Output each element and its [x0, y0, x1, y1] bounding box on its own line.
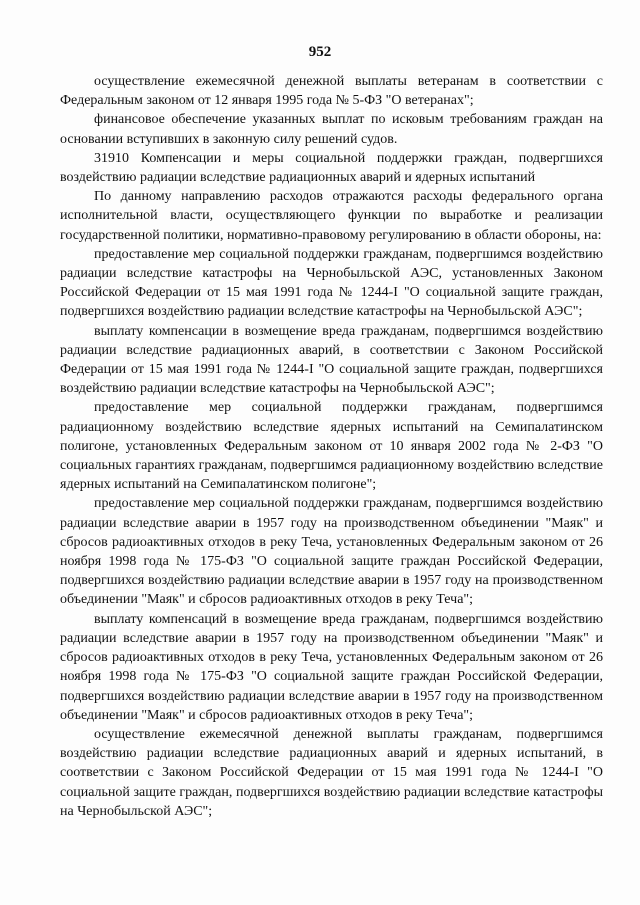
paragraph-radiation-monthly-payment: осуществление ежемесячной денежной выплаты гражданам, подвергшимся воздействию радиации вследствие радиационных аварий и ядерных испытаний, в соответствии с Законом Российской Федерации от 15 мая 1991 года № 1244-I "О социальной защите граждан, подвергшихся воздействию радиации вследствие катастрофы на Чернобыльской АЭС"; — [60, 726, 603, 819]
paragraph-court-decisions-financing: финансовое обеспечение указанных выплат по исковым требованиям граждан на основании вступивших в законную силу решений судов. — [60, 112, 603, 147]
paragraph-radiation-accident-compensation: выплату компенсации в возмещение вреда гражданам, подвергшимся воздействию радиации вследствие радиационных аварий, в соответствии с Законом Российской Федерации от 15 мая 1991 года № 1244-I "О социальной защите граждан, подвергшихся воздействию радиации вследствие катастрофы на Чернобыльской АЭС"; — [60, 323, 603, 397]
paragraph-mayak-support-measures: предоставление мер социальной поддержки гражданам, подвергшимся воздействию радиации вследствие аварии в 1957 году на производственном объединении "Маяк" и сбросов радиоактивных отходов в реку Теча, установленных Федеральным законом от 26 ноября 1998 года № 175-ФЗ "О социальной защите граждан Российской Федерации, подвергшихся воздействию радиации вследствие аварии в 1957 году на производственном объединении "Маяк" и сбросов радиоактивных отходов в реку Теча"; — [60, 496, 603, 608]
document-body — [60, 72, 603, 821]
section-heading-31910: 31910 Компенсации и меры социальной поддержки граждан, подвергшихся воздействию радиации вследствие радиационных аварий и ядерных испытаний — [60, 150, 603, 186]
paragraph-chernobyl-support-measures: предоставление мер социальной поддержки гражданам, подвергшимся воздействию радиации вследствие катастрофы на Чернобыльской АЭС, установленных Законом Российской Федерации от 15 мая 1991 года № 1244-I "О социальной защите граждан, подвергшихся воздействию радиации вследствие катастрофы на Чернобыльской АЭС"; — [60, 246, 603, 320]
paragraph-expense-direction-intro: По данному направлению расходов отражаются расходы федерального органа исполнительной власти, осуществляющего функции по выработке и реализации государственной политики, нормативно-правовому регулированию в области обороны, на: — [60, 189, 603, 243]
paragraph-veterans-monthly-payment: осуществление ежемесячной денежной выплаты ветеранам в соответствии с Федеральным законом от 12 января 1995 года № 5-ФЗ "О ветеранах"; — [60, 74, 603, 109]
paragraph-semipalatinsk-support-measures: предоставление мер социальной поддержки гражданам, подвергшимся радиационному воздействию вследствие ядерных испытаний на Семипалатинском полигоне, установленных Федеральным законом от 10 января 2002 года № 2-ФЗ "О социальных гарантиях гражданам, подвергшимся радиационному воздействию вследствие ядерных испытаний на Семипалатинском полигоне"; — [60, 400, 603, 493]
paragraph-mayak-compensation: выплату компенсаций в возмещение вреда гражданам, подвергшимся воздействию радиации вследствие аварии в 1957 году на производственном объединении "Маяк" и сбросов радиоактивных отходов в реку Теча, установленных Федеральным законом от 26 ноября 1998 года № 175-ФЗ "О социальной защите граждан Российской Федерации, подвергшихся воздействию радиации вследствие аварии в 1957 году на производственном объединении "Маяк" и сбросов радиоактивных отходов в реку Теча"; — [60, 611, 603, 723]
page-number: 952 — [308, 44, 332, 60]
